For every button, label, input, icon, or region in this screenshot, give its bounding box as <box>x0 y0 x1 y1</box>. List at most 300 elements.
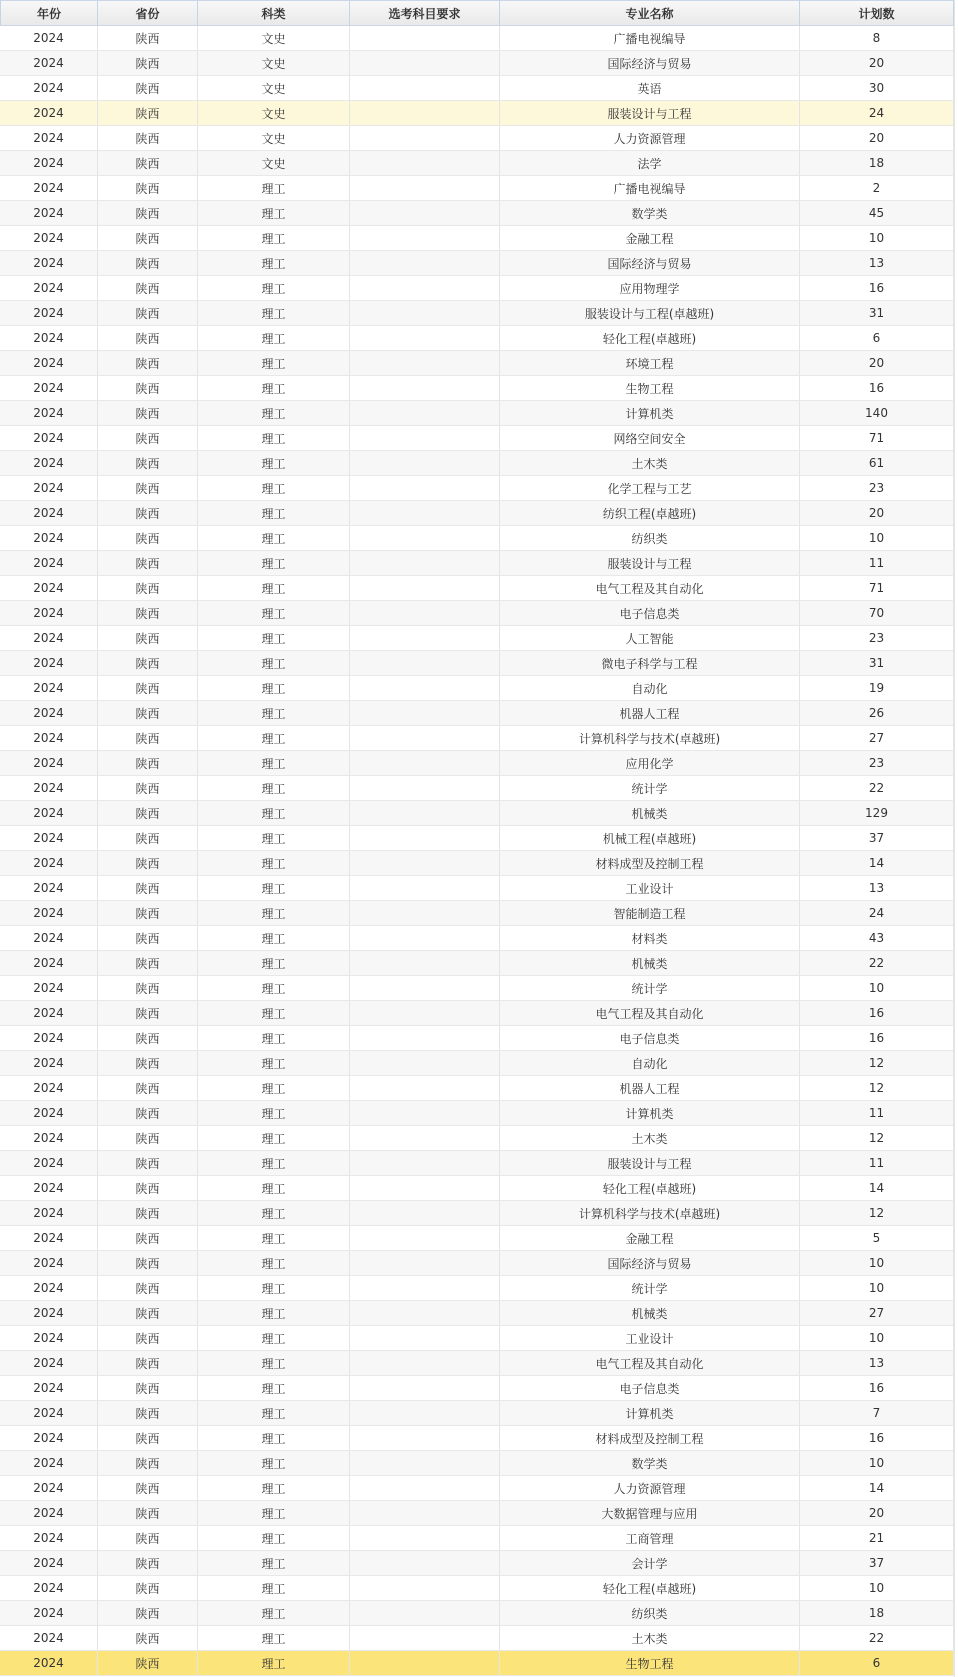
cell-category: 文史 <box>198 51 350 75</box>
cell-province: 陕西 <box>98 1626 198 1650</box>
cell-subject-requirement <box>350 301 500 325</box>
column-header-plan-count[interactable]: 计划数 <box>800 1 954 25</box>
table-row[interactable] <box>0 26 954 51</box>
cell-year: 2024 <box>0 976 98 1000</box>
cell-plan-count: 20 <box>800 501 954 525</box>
cell-major-name: 生物工程 <box>500 376 800 400</box>
table-row[interactable] <box>0 501 954 526</box>
cell-major-name: 国际经济与贸易 <box>500 1251 800 1275</box>
cell-category: 理工 <box>198 876 350 900</box>
cell-subject-requirement <box>350 726 500 750</box>
cell-plan-count: 27 <box>800 1301 954 1325</box>
cell-major-name: 纺织类 <box>500 1601 800 1625</box>
cell-plan-count: 12 <box>800 1201 954 1225</box>
cell-plan-count: 7 <box>800 1401 954 1425</box>
cell-year: 2024 <box>0 226 98 250</box>
cell-year: 2024 <box>0 501 98 525</box>
table-row[interactable] <box>0 1376 954 1401</box>
table-row[interactable] <box>0 451 954 476</box>
cell-province: 陕西 <box>98 101 198 125</box>
table-row[interactable] <box>0 951 954 976</box>
cell-subject-requirement <box>350 1626 500 1650</box>
table-row[interactable] <box>0 851 954 876</box>
cell-subject-requirement <box>350 501 500 525</box>
table-row[interactable] <box>0 126 954 151</box>
cell-year: 2024 <box>0 401 98 425</box>
cell-province: 陕西 <box>98 426 198 450</box>
cell-province: 陕西 <box>98 251 198 275</box>
table-row[interactable] <box>0 651 954 676</box>
table-row[interactable] <box>0 676 954 701</box>
cell-category: 理工 <box>198 276 350 300</box>
table-row[interactable] <box>0 776 954 801</box>
table-row[interactable] <box>0 1426 954 1451</box>
cell-province: 陕西 <box>98 751 198 775</box>
table-row[interactable] <box>0 326 954 351</box>
table-row[interactable] <box>0 1051 954 1076</box>
cell-major-name: 工业设计 <box>500 876 800 900</box>
cell-category: 理工 <box>198 1201 350 1225</box>
cell-plan-count: 10 <box>800 1276 954 1300</box>
cell-year: 2024 <box>0 301 98 325</box>
table-row[interactable] <box>0 1151 954 1176</box>
cell-category: 理工 <box>198 1076 350 1100</box>
cell-category: 理工 <box>198 1251 350 1275</box>
cell-major-name: 微电子科学与工程 <box>500 651 800 675</box>
table-row[interactable] <box>0 251 954 276</box>
cell-plan-count: 23 <box>800 751 954 775</box>
cell-province: 陕西 <box>98 926 198 950</box>
cell-major-name: 国际经济与贸易 <box>500 251 800 275</box>
table-row[interactable] <box>0 826 954 851</box>
cell-category: 理工 <box>198 551 350 575</box>
table-row[interactable] <box>0 151 954 176</box>
cell-province: 陕西 <box>98 901 198 925</box>
cell-year: 2024 <box>0 601 98 625</box>
cell-plan-count: 10 <box>800 226 954 250</box>
cell-year: 2024 <box>0 451 98 475</box>
cell-category: 理工 <box>198 1401 350 1425</box>
cell-major-name: 轻化工程(卓越班) <box>500 326 800 350</box>
cell-year: 2024 <box>0 1426 98 1450</box>
cell-year: 2024 <box>0 1126 98 1150</box>
cell-subject-requirement <box>350 776 500 800</box>
cell-province: 陕西 <box>98 726 198 750</box>
cell-province: 陕西 <box>98 551 198 575</box>
cell-major-name: 机器人工程 <box>500 701 800 725</box>
cell-category: 理工 <box>198 251 350 275</box>
cell-subject-requirement <box>350 876 500 900</box>
cell-subject-requirement <box>350 51 500 75</box>
table-row[interactable] <box>0 276 954 301</box>
cell-province: 陕西 <box>98 1076 198 1100</box>
cell-major-name: 材料类 <box>500 926 800 950</box>
table-row[interactable] <box>0 1176 954 1201</box>
cell-province: 陕西 <box>98 951 198 975</box>
cell-year: 2024 <box>0 876 98 900</box>
cell-plan-count: 10 <box>800 526 954 550</box>
cell-plan-count: 20 <box>800 1501 954 1525</box>
cell-year: 2024 <box>0 26 98 50</box>
cell-subject-requirement <box>350 1426 500 1450</box>
table-row[interactable] <box>0 751 954 776</box>
cell-year: 2024 <box>0 1351 98 1375</box>
cell-year: 2024 <box>0 426 98 450</box>
cell-subject-requirement <box>350 451 500 475</box>
cell-year: 2024 <box>0 1526 98 1550</box>
cell-subject-requirement <box>350 476 500 500</box>
table-row[interactable] <box>0 1626 954 1651</box>
cell-province: 陕西 <box>98 701 198 725</box>
table-row[interactable] <box>0 976 954 1001</box>
cell-major-name: 机械工程(卓越班) <box>500 826 800 850</box>
cell-major-name: 广播电视编导 <box>500 26 800 50</box>
cell-plan-count: 18 <box>800 151 954 175</box>
cell-major-name: 服装设计与工程 <box>500 551 800 575</box>
table-row[interactable] <box>0 1076 954 1101</box>
cell-major-name: 工业设计 <box>500 1326 800 1350</box>
table-row[interactable] <box>0 1126 954 1151</box>
cell-year: 2024 <box>0 1076 98 1100</box>
cell-plan-count: 140 <box>800 401 954 425</box>
cell-major-name: 纺织工程(卓越班) <box>500 501 800 525</box>
table-row[interactable] <box>0 876 954 901</box>
cell-category: 理工 <box>198 351 350 375</box>
cell-subject-requirement <box>350 801 500 825</box>
cell-major-name: 服装设计与工程 <box>500 1151 800 1175</box>
table-row[interactable] <box>0 726 954 751</box>
cell-province: 陕西 <box>98 201 198 225</box>
cell-subject-requirement <box>350 1651 500 1675</box>
cell-subject-requirement <box>350 126 500 150</box>
cell-province: 陕西 <box>98 476 198 500</box>
cell-province: 陕西 <box>98 1051 198 1075</box>
cell-category: 理工 <box>198 1276 350 1300</box>
cell-plan-count: 22 <box>800 1626 954 1650</box>
cell-plan-count: 24 <box>800 901 954 925</box>
cell-plan-count: 31 <box>800 651 954 675</box>
cell-major-name: 人工智能 <box>500 626 800 650</box>
cell-category: 理工 <box>198 776 350 800</box>
table-row[interactable] <box>0 1251 954 1276</box>
cell-subject-requirement <box>350 176 500 200</box>
table-row[interactable] <box>0 1326 954 1351</box>
cell-province: 陕西 <box>98 1351 198 1375</box>
cell-subject-requirement <box>350 376 500 400</box>
cell-category: 理工 <box>198 1326 350 1350</box>
cell-province: 陕西 <box>98 26 198 50</box>
table-row[interactable] <box>0 1601 954 1626</box>
cell-category: 理工 <box>198 1176 350 1200</box>
cell-category: 理工 <box>198 1126 350 1150</box>
table-row[interactable] <box>0 1476 954 1501</box>
cell-category: 理工 <box>198 976 350 1000</box>
cell-province: 陕西 <box>98 576 198 600</box>
cell-category: 理工 <box>198 701 350 725</box>
cell-category: 理工 <box>198 501 350 525</box>
column-header-subject-requirement[interactable]: 选考科目要求 <box>350 1 500 25</box>
cell-plan-count: 11 <box>800 1101 954 1125</box>
cell-plan-count: 71 <box>800 576 954 600</box>
cell-plan-count: 11 <box>800 551 954 575</box>
cell-year: 2024 <box>0 1376 98 1400</box>
cell-category: 理工 <box>198 801 350 825</box>
table-row[interactable] <box>0 1651 954 1676</box>
cell-year: 2024 <box>0 926 98 950</box>
table-row[interactable] <box>0 901 954 926</box>
cell-major-name: 法学 <box>500 151 800 175</box>
cell-major-name: 计算机类 <box>500 1101 800 1125</box>
table-row[interactable] <box>0 1351 954 1376</box>
cell-plan-count: 23 <box>800 626 954 650</box>
table-row[interactable] <box>0 51 954 76</box>
cell-major-name: 土木类 <box>500 451 800 475</box>
table-row[interactable] <box>0 551 954 576</box>
cell-year: 2024 <box>0 176 98 200</box>
table-row[interactable] <box>0 1001 954 1026</box>
table-body <box>0 26 954 1676</box>
cell-province: 陕西 <box>98 1026 198 1050</box>
cell-plan-count: 26 <box>800 701 954 725</box>
table-row[interactable] <box>0 601 954 626</box>
cell-subject-requirement <box>350 1526 500 1550</box>
table-row[interactable] <box>0 426 954 451</box>
table-row[interactable] <box>0 626 954 651</box>
cell-year: 2024 <box>0 126 98 150</box>
cell-plan-count: 16 <box>800 1426 954 1450</box>
table-row[interactable] <box>0 1401 954 1426</box>
cell-subject-requirement <box>350 1101 500 1125</box>
cell-year: 2024 <box>0 901 98 925</box>
cell-category: 理工 <box>198 1551 350 1575</box>
cell-category: 理工 <box>198 526 350 550</box>
cell-subject-requirement <box>350 1501 500 1525</box>
table-row[interactable] <box>0 1276 954 1301</box>
cell-plan-count: 6 <box>800 326 954 350</box>
cell-plan-count: 20 <box>800 126 954 150</box>
cell-plan-count: 129 <box>800 801 954 825</box>
column-header-province[interactable]: 省份 <box>98 1 198 25</box>
table-row[interactable] <box>0 801 954 826</box>
cell-year: 2024 <box>0 201 98 225</box>
table-row[interactable] <box>0 1026 954 1051</box>
cell-year: 2024 <box>0 476 98 500</box>
cell-major-name: 应用物理学 <box>500 276 800 300</box>
table-row[interactable] <box>0 201 954 226</box>
cell-subject-requirement <box>350 1076 500 1100</box>
cell-category: 理工 <box>198 401 350 425</box>
cell-plan-count: 14 <box>800 851 954 875</box>
cell-year: 2024 <box>0 676 98 700</box>
cell-major-name: 电子信息类 <box>500 1376 800 1400</box>
table-row[interactable] <box>0 1501 954 1526</box>
cell-subject-requirement <box>350 951 500 975</box>
cell-province: 陕西 <box>98 501 198 525</box>
cell-year: 2024 <box>0 1176 98 1200</box>
cell-major-name: 机械类 <box>500 1301 800 1325</box>
cell-subject-requirement <box>350 226 500 250</box>
cell-province: 陕西 <box>98 1226 198 1250</box>
cell-province: 陕西 <box>98 51 198 75</box>
cell-subject-requirement <box>350 1151 500 1175</box>
cell-subject-requirement <box>350 1401 500 1425</box>
table-row[interactable] <box>0 301 954 326</box>
cell-subject-requirement <box>350 751 500 775</box>
cell-year: 2024 <box>0 626 98 650</box>
cell-category: 理工 <box>198 226 350 250</box>
table-row[interactable] <box>0 226 954 251</box>
cell-major-name: 材料成型及控制工程 <box>500 1426 800 1450</box>
table-row[interactable] <box>0 1551 954 1576</box>
cell-category: 理工 <box>198 176 350 200</box>
cell-subject-requirement <box>350 251 500 275</box>
cell-subject-requirement <box>350 976 500 1000</box>
cell-subject-requirement <box>350 1126 500 1150</box>
cell-plan-count: 13 <box>800 1351 954 1375</box>
cell-plan-count: 37 <box>800 1551 954 1575</box>
cell-subject-requirement <box>350 901 500 925</box>
table-row[interactable] <box>0 526 954 551</box>
cell-year: 2024 <box>0 1401 98 1425</box>
cell-year: 2024 <box>0 1476 98 1500</box>
cell-category: 理工 <box>198 1001 350 1025</box>
cell-major-name: 生物工程 <box>500 1651 800 1675</box>
cell-year: 2024 <box>0 851 98 875</box>
cell-major-name: 服装设计与工程 <box>500 101 800 125</box>
cell-province: 陕西 <box>98 1126 198 1150</box>
column-header-year[interactable]: 年份 <box>0 1 98 25</box>
cell-subject-requirement <box>350 526 500 550</box>
cell-subject-requirement <box>350 926 500 950</box>
cell-major-name: 统计学 <box>500 1276 800 1300</box>
cell-major-name: 数学类 <box>500 1451 800 1475</box>
table-row[interactable] <box>0 76 954 101</box>
cell-plan-count: 16 <box>800 1026 954 1050</box>
table-row[interactable] <box>0 576 954 601</box>
cell-year: 2024 <box>0 701 98 725</box>
cell-province: 陕西 <box>98 1401 198 1425</box>
cell-major-name: 计算机类 <box>500 401 800 425</box>
cell-category: 文史 <box>198 151 350 175</box>
cell-year: 2024 <box>0 1551 98 1575</box>
cell-province: 陕西 <box>98 526 198 550</box>
cell-category: 理工 <box>198 1301 350 1325</box>
cell-category: 理工 <box>198 301 350 325</box>
cell-plan-count: 61 <box>800 451 954 475</box>
cell-major-name: 土木类 <box>500 1126 800 1150</box>
cell-subject-requirement <box>350 1301 500 1325</box>
cell-major-name: 电子信息类 <box>500 1026 800 1050</box>
cell-category: 理工 <box>198 601 350 625</box>
table-row[interactable] <box>0 1226 954 1251</box>
cell-plan-count: 21 <box>800 1526 954 1550</box>
cell-year: 2024 <box>0 1276 98 1300</box>
cell-subject-requirement <box>350 201 500 225</box>
table-row[interactable] <box>0 351 954 376</box>
table-row[interactable] <box>0 401 954 426</box>
table-row[interactable] <box>0 1526 954 1551</box>
cell-subject-requirement <box>350 626 500 650</box>
cell-province: 陕西 <box>98 226 198 250</box>
cell-plan-count: 20 <box>800 351 954 375</box>
cell-province: 陕西 <box>98 1276 198 1300</box>
cell-province: 陕西 <box>98 326 198 350</box>
table-row[interactable] <box>0 176 954 201</box>
cell-category: 理工 <box>198 1026 350 1050</box>
cell-subject-requirement <box>350 276 500 300</box>
cell-category: 理工 <box>198 1376 350 1400</box>
table-row[interactable] <box>0 1576 954 1601</box>
cell-major-name: 数学类 <box>500 201 800 225</box>
column-header-major-name[interactable]: 专业名称 <box>500 1 800 25</box>
table-row[interactable] <box>0 101 954 126</box>
cell-plan-count: 12 <box>800 1126 954 1150</box>
cell-major-name: 人力资源管理 <box>500 126 800 150</box>
cell-category: 理工 <box>198 1426 350 1450</box>
table-row[interactable] <box>0 476 954 501</box>
cell-subject-requirement <box>350 651 500 675</box>
cell-subject-requirement <box>350 1601 500 1625</box>
cell-province: 陕西 <box>98 1651 198 1675</box>
cell-year: 2024 <box>0 51 98 75</box>
cell-province: 陕西 <box>98 1001 198 1025</box>
cell-year: 2024 <box>0 1576 98 1600</box>
cell-major-name: 智能制造工程 <box>500 901 800 925</box>
column-header-category[interactable]: 科类 <box>198 1 350 25</box>
cell-subject-requirement <box>350 1476 500 1500</box>
cell-province: 陕西 <box>98 1301 198 1325</box>
cell-major-name: 电气工程及其自动化 <box>500 1351 800 1375</box>
cell-subject-requirement <box>350 1551 500 1575</box>
cell-category: 理工 <box>198 626 350 650</box>
cell-major-name: 大数据管理与应用 <box>500 1501 800 1525</box>
cell-plan-count: 24 <box>800 101 954 125</box>
cell-category: 理工 <box>198 851 350 875</box>
cell-category: 理工 <box>198 1526 350 1550</box>
cell-subject-requirement <box>350 1326 500 1350</box>
cell-province: 陕西 <box>98 1526 198 1550</box>
cell-year: 2024 <box>0 1201 98 1225</box>
cell-province: 陕西 <box>98 801 198 825</box>
cell-year: 2024 <box>0 1601 98 1625</box>
cell-category: 理工 <box>198 576 350 600</box>
cell-major-name: 计算机科学与技术(卓越班) <box>500 1201 800 1225</box>
table-row[interactable] <box>0 1301 954 1326</box>
table-row[interactable] <box>0 1101 954 1126</box>
cell-plan-count: 16 <box>800 1376 954 1400</box>
cell-plan-count: 16 <box>800 1001 954 1025</box>
table-row[interactable] <box>0 1201 954 1226</box>
cell-major-name: 广播电视编导 <box>500 176 800 200</box>
cell-plan-count: 13 <box>800 876 954 900</box>
cell-subject-requirement <box>350 701 500 725</box>
table-row[interactable] <box>0 376 954 401</box>
cell-plan-count: 5 <box>800 1226 954 1250</box>
cell-subject-requirement <box>350 601 500 625</box>
cell-category: 理工 <box>198 1501 350 1525</box>
cell-province: 陕西 <box>98 876 198 900</box>
cell-category: 理工 <box>198 1651 350 1675</box>
table-row[interactable] <box>0 926 954 951</box>
cell-major-name: 化学工程与工艺 <box>500 476 800 500</box>
cell-year: 2024 <box>0 1326 98 1350</box>
cell-major-name: 计算机类 <box>500 1401 800 1425</box>
cell-category: 理工 <box>198 1626 350 1650</box>
cell-major-name: 统计学 <box>500 776 800 800</box>
table-row[interactable] <box>0 1451 954 1476</box>
cell-plan-count: 45 <box>800 201 954 225</box>
table-row[interactable] <box>0 701 954 726</box>
